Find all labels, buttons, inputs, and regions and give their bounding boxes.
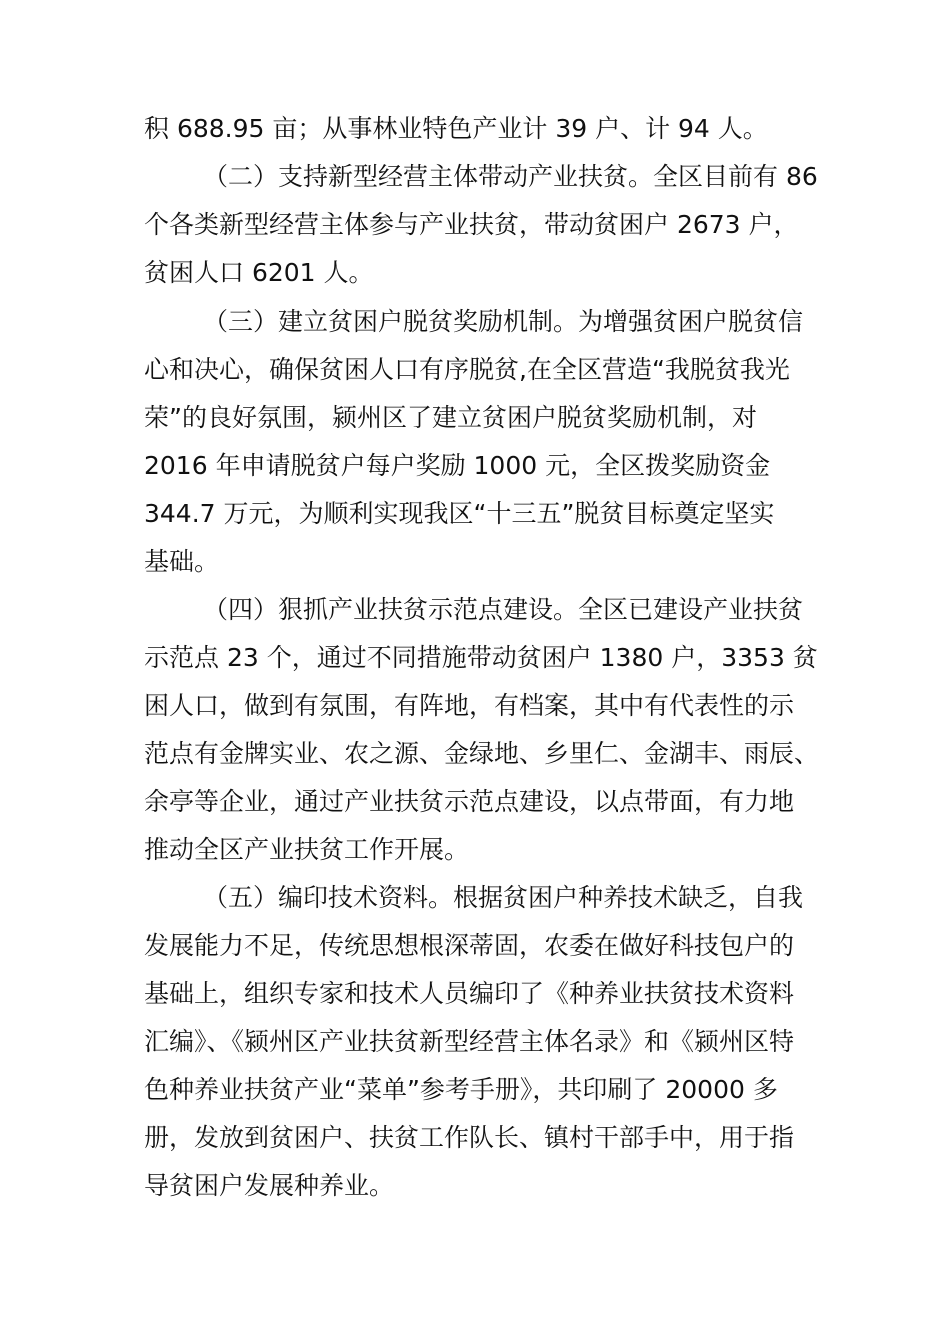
text-line: 推动全区产业扶贫工作开展。: [144, 835, 470, 864]
text-line: 示范点 23 个，通过不同措施带动贫困户 1380 户，3353 贫: [144, 643, 818, 672]
text-line: 发展能力不足，传统思想根深蒂固，农委在做好科技包户的: [144, 931, 795, 960]
text-line: 余亭等企业，通过产业扶贫示范点建设，以点带面，有力地: [144, 787, 795, 816]
text-line: 2016 年申请脱贫户每户奖励 1000 元，全区拨奖励资金: [144, 451, 771, 480]
section-heading-line: （二）支持新型经营主体带动产业扶贫。全区目前有 86: [203, 162, 818, 191]
section-heading-line: （三）建立贫困户脱贫奖励机制。为增强贫困户脱贫信: [203, 307, 804, 336]
text-line: 积 688.95 亩；从事林业特色产业计 39 户、计 94 人。: [144, 114, 768, 143]
section-heading-line: （四）狠抓产业扶贫示范点建设。全区已建设产业扶贫: [203, 595, 804, 624]
section-heading-line: （五）编印技术资料。根据贫困户种养技术缺乏，自我: [203, 883, 804, 912]
text-line: 基础。: [144, 547, 220, 576]
text-line: 色种养业扶贫产业“菜单”参考手册》，共印刷了 20000 多: [144, 1075, 778, 1104]
text-line: 基础上，组织专家和技术人员编印了《种养业扶贫技术资料: [144, 979, 795, 1008]
text-line: 汇编》、《颍州区产业扶贫新型经营主体名录》和《颍州区特: [144, 1027, 795, 1056]
text-line: 导贫困户发展种养业。: [144, 1171, 395, 1200]
text-line: 心和决心，确保贫困人口有序脱贫,在全区营造“我脱贫我光: [144, 355, 790, 384]
text-line: 册，发放到贫困户、扶贫工作队长、镇村干部手中，用于指: [144, 1123, 795, 1152]
text-line: 荣”的良好氛围，颍州区了建立贫困户脱贫奖励机制，对: [144, 403, 757, 432]
text-line: 贫困人口 6201 人。: [144, 258, 374, 287]
text-line: 困人口，做到有氛围，有阵地，有档案，其中有代表性的示: [144, 691, 795, 720]
text-line: 344.7 万元，为顺利实现我区“十三五”脱贫目标奠定坚实: [144, 499, 775, 528]
text-line: 范点有金牌实业、农之源、金绿地、乡里仁、金湖丰、雨辰、: [144, 739, 820, 768]
text-line: 个各类新型经营主体参与产业扶贫，带动贫困户 2673 户，: [144, 210, 799, 239]
